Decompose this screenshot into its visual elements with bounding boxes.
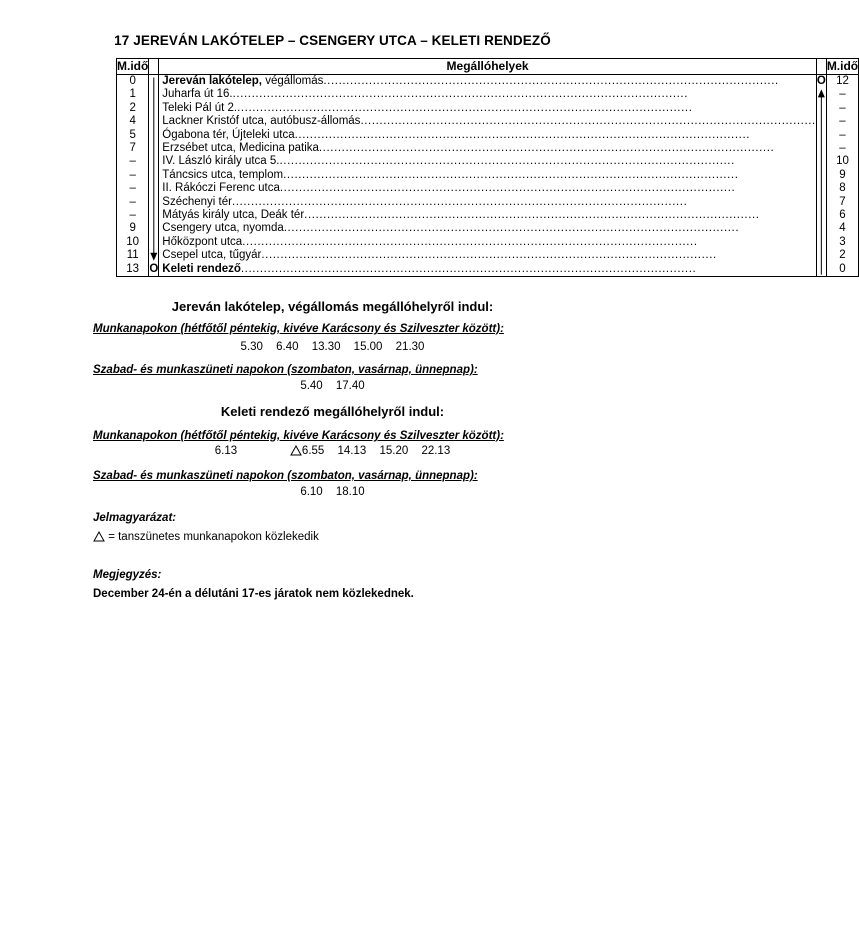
stop-name: Jereván lakótelep, [162,75,263,87]
leader-dots: ........................................................................................................................ [318,142,775,155]
table-row [117,142,859,155]
arrow-right-cell [816,115,826,128]
arrow-left-cell [149,75,159,89]
stop-name: Hőközpont utca [162,235,243,248]
arrow-left-cell [149,182,159,195]
stop-name-cell [159,169,817,182]
arrow-left-cell [149,169,159,182]
arrow-right-cell [816,196,826,209]
note-text: December 24-én a délutáni 17-es járatok nem közlekednek. [93,588,414,600]
arrow-right-cell [816,102,826,115]
leader-dots: ........................................................................................................................ [231,195,688,208]
stop-name: Ógabona tér, Újteleki utca [162,128,295,141]
stop-name-cell [159,142,817,155]
stop-name: Lackner Kristóf utca, autóbusz-állomás [162,115,361,128]
leader-dots: ........................................................................................................................ [240,262,697,275]
table-row [117,129,859,142]
arrow-right-cell [816,263,826,277]
arrow-right-cell [816,75,826,89]
leader-dots: ........................................................................................................................ [283,168,739,181]
triangle-icon [290,445,302,456]
time-right-cell: – [826,129,858,142]
time-left-cell: – [117,182,149,195]
time-left-cell: 11 [117,249,149,262]
header-time-left: M.idő [117,59,149,73]
table-row [117,102,859,115]
stop-name: Csengery utca, nyomda [162,222,284,235]
header-arrow-right [816,59,826,75]
stop-name-cell [159,115,817,128]
time-left-cell: 2 [117,102,149,115]
leader-dots: ........................................................................................................................ [237,101,693,114]
stop-name: II. Rákóczi Ferenc utca [162,182,280,195]
time-right-cell: 8 [826,182,858,195]
time-right-cell: 12 [826,75,858,89]
section2-workdays-label: Munkanapokon (hétfőtől péntekig, kivéve Karácsony és Szilveszter között): [93,430,504,442]
table-row [117,88,859,101]
table-row [117,115,859,128]
arrow-right-cell [816,236,826,249]
section2-time-first: 6.13 [214,445,238,457]
time-left-cell: – [117,196,149,209]
time-right-cell: 4 [826,222,858,235]
time-left-cell: 10 [117,236,149,249]
leader-dots: ........................................................................................................................ [242,235,698,248]
section1-workdays-times: 5.30 6.40 13.30 15.00 21.30 [240,341,425,353]
section2-holidays-times: 6.10 18.10 [300,486,365,498]
time-left-cell: – [117,155,149,168]
time-right-cell: 9 [826,169,858,182]
section1-workdays-label: Munkanapokon (hétfőtől péntekig, kivéve Karácsony és Szilveszter között): [93,323,504,335]
section2-heading: Keleti rendező megállóhelyről indul: [220,404,445,419]
section1-heading: Jereván lakótelep, végállomás megállóhelyről indul: [171,299,494,314]
triangle-icon [93,531,105,542]
stop-name: Táncsics utca, templom [162,168,284,181]
arrow-right-cell [816,142,826,155]
arrow-left-cell [149,115,159,128]
endpoint-marker: O [149,262,159,275]
time-right-cell: 7 [826,196,858,209]
endpoint-marker: O [816,75,826,87]
time-left-cell: – [117,209,149,222]
stop-suffix: végállomás [262,75,324,87]
time-left-cell: 5 [117,129,149,142]
time-left-cell: 7 [117,142,149,155]
stop-name-cell [159,249,817,262]
stop-name: IV. László király utca 5. [162,155,280,168]
stop-name-cell [159,222,817,235]
arrow-right-cell [816,249,826,262]
arrow-right-cell [816,209,826,222]
stop-name-cell [159,88,817,101]
time-right-cell: – [826,102,858,115]
time-left-cell: 1 [117,88,149,101]
leader-dots: ........................................................................................................................ [279,155,735,168]
stop-name-cell [159,75,817,89]
stop-name: Juharfa út 16. [162,88,233,101]
section2-time-rest: 6.55 14.13 15.20 22.13 [301,445,451,457]
leader-dots: ........................................................................................................................ [261,249,717,262]
section2-workdays-times [0,445,665,457]
time-left-cell: 0 [117,75,149,89]
leader-dots: ........................................................................................................................ [294,128,751,141]
legend-text: = tanszünetes munkanapokon közlekedik [105,531,319,543]
arrow-left-cell [149,249,159,262]
stop-name-cell [159,182,817,195]
arrow-left-cell [149,129,159,142]
header-time-right: M.idő [826,59,859,73]
table-row [117,236,859,249]
stop-name: Széchenyi tér [162,195,232,208]
stop-name-cell [159,102,817,115]
stop-name-cell [159,196,817,209]
time-right-cell: 2 [826,249,858,262]
stop-name: Teleki Pál út 2. [162,101,238,114]
time-left-cell: 9 [117,222,149,235]
table-row [117,249,859,262]
time-right-cell: – [826,142,858,155]
arrow-left-cell [149,142,159,155]
arrow-left-cell [149,102,159,115]
stop-name-cell [159,155,817,168]
section1-holidays-label: Szabad- és munkaszüneti napokon (szombaton, vasárnap, ünnepnap): [93,364,478,376]
arrow-right-cell [816,155,826,168]
leader-dots: ........................................................................................................................ [304,209,760,222]
arrow-right-cell [816,222,826,235]
table-row [117,182,859,195]
legend-item [93,531,319,543]
arrow-left-cell [149,263,159,277]
stop-name: Csepel utca, tűgyár [162,249,262,262]
arrow-left-cell [149,196,159,209]
timetable-body [117,75,859,277]
table-row [117,169,859,182]
arrow-left-cell [149,236,159,249]
stop-name-cell [159,236,817,249]
time-right-cell: – [826,115,858,128]
leader-dots: ........................................................................................................................ [360,115,816,128]
arrow-left-cell [149,222,159,235]
table-row [117,155,859,168]
table-row [117,263,859,277]
time-right-cell: 3 [826,236,858,249]
timetable [116,58,859,277]
arrow-right-cell [816,182,826,195]
arrow-left-cell [149,155,159,168]
arrow-right-cell [816,129,826,142]
time-right-cell: 10 [826,155,858,168]
stop-name: Mátyás király utca, Deák tér [162,209,305,222]
table-row [117,75,859,89]
arrow-left-cell [149,88,159,101]
table-row [117,196,859,209]
table-row [117,222,859,235]
time-left-cell: 13 [117,263,149,277]
stop-name-cell [159,129,817,142]
time-right-cell: 6 [826,209,858,222]
arrow-right-cell [816,169,826,182]
arrow-right-cell [816,88,826,101]
time-left-cell: – [117,169,149,182]
stop-name: Erzsébet utca, Medicina patika [162,142,319,155]
legend-heading: Jelmagyarázat: [93,512,177,524]
note-heading: Megjegyzés: [93,569,162,581]
arrow-left-cell [149,209,159,222]
leader-dots: ........................................................................................................................ [283,222,740,235]
leader-dots: ........................................................................................................................ [232,88,689,101]
time-right-cell: 0 [826,263,858,277]
stop-name: Keleti rendező [162,262,241,275]
section1-holidays-times: 5.40 17.40 [300,380,365,392]
stop-name-cell [159,263,817,277]
page-title: 17 JEREVÁN LAKÓTELEP – CSENGERY UTCA – KELETI RENDEZŐ [114,33,551,48]
table-row [117,209,859,222]
leader-dots: ........................................................................................................................ [279,182,736,195]
stop-name-cell [159,209,817,222]
time-right-cell: – [826,88,858,101]
time-left-cell: 4 [117,115,149,128]
section2-holidays-label: Szabad- és munkaszüneti napokon (szombaton, vasárnap, ünnepnap): [93,470,478,482]
header-stops: Megállóhelyek [159,59,817,75]
leader-dots: ........................................................................................................................ [323,75,779,87]
header-arrow-left [149,59,159,75]
timetable-header [117,59,859,75]
